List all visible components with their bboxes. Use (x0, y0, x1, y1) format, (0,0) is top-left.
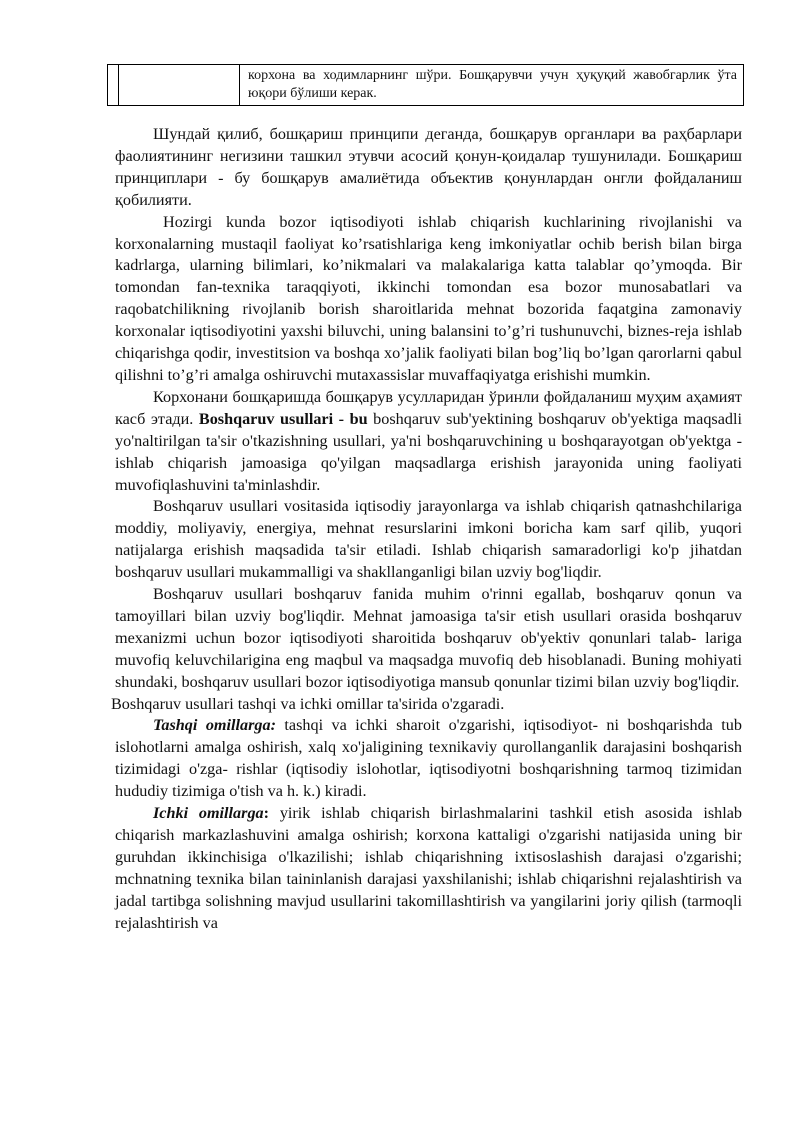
table-cell-number (108, 65, 119, 106)
paragraph-factors-intro: Boshqaruv usullari tashqi va ichki omillar ta'sirida o'zgaradi. (111, 694, 505, 713)
term-colon: : (263, 804, 270, 823)
paragraph-rest-text: yirik ishlab chiqarish birlashmalarini tashkil etish asosida ishlab chiqarish markazlashuvini amalga oshirish; korxona kattaligi o'zgarishi natijasida uning bir guruhdan ikkinchisiga o'lkazilishi; ishlab chiqarishning ixtisoslashish darajasi o'zgarishi; mchnatning texnika bilan taininlanish darajasi yaxshilanishi; ishlab chiqarishni rejalashtirish va jadal tartibga solishning mavjud usullarini takomillashtirish va yangilarini joriy qilish (tarmoqli rejalashtirish va (115, 804, 742, 932)
term-external-factors: Tashqi omillarga: (153, 716, 276, 735)
paragraph-resources: Boshqaruv usullari vositasida iqtisodiy jarayonlarga va ishlab chiqarish qatnashchilariga moddiy, moliyaviy, energiya, mehnat resurslarini imkoni boricha kam sarf qilib, yuqori natijalarga erishish maqsadida ta'sir etiladi. Ishlab chiqarish samaradorligi ko'p jihatdan boshqaruv usullari mukammalligi va shakllanganligi bilan uzviy bog'liqdir. (115, 497, 742, 582)
paragraph-external-factors (115, 715, 742, 803)
paragraph-internal-factors (115, 803, 742, 934)
paragraph-rest-text: tashqi va ichki sharoit o'zgarishi, iqtisodiyot- ni boshqarishda tub islohotlarni amalga oshirish, xalq xo'jaligining texnikaviy qurollanganlik darajasini boshqarish tizimidagi o'zga- rishlar (iqtisodiy islohotlar, iqtisodiyotni boshqarishning tarmoq tizimidan hududiy tizimiga o'tish va h. k.) kiradi. (115, 716, 742, 801)
paragraph-lead-text: Корхонани бошқаришда бошқарув усулларидан ўринли фойдаланиш муҳим аҳамият касб этади. (115, 387, 742, 428)
term-internal-factors: Ichki omillarga (153, 804, 264, 823)
table-fragment (107, 64, 744, 106)
paragraph-principles-definition: Шундай қилиб, бошқариш принципи деганда, бошқарув органлари ва раҳбарлари фаолиятининг негизини ташкил этувчи асосий қонун-қоидалар тушунилади. Бошқариш принциплари - бу бошқарув амалиётида объектив қонунлардан онгли фойдаланиш қобилияти. (115, 125, 742, 209)
table-cell-principle (119, 65, 240, 106)
document-body (111, 124, 742, 935)
paragraph-rest-text: boshqaruv sub'yektining boshqaruv ob'yektiga maqsadli yo'naltirilgan ta'sir o'tkazishning usullari, ya'ni boshqaruvchining u boshqarayotgan ob'yektga - ishlab chiqarish jamoasiga qo'yilgan maqsadlarga erishish jarayonida uning faoliyati muvofiqlashuvini ta'minlashdir. (115, 409, 742, 494)
table-cell-description: корхона ва ходимларнинг шўри. Бошқарувчи учун ҳуқуқий жавобгарлик ўта юқори бўлиши керак. (240, 65, 744, 106)
paragraph-market-economy: Hozirgi kunda bozor iqtisodiyoti ishlab chiqarish kuchlarining rivojlanishi va korxonalarning mustaqil faoliyat ko’rsatishlariga keng imkoniyatlar ochib berish bilan birga kadrlarga, ularning bilimlari, ko’nikmalari va malakalariga katta talablar qo’ymoqda. Bir tomondan fan-texnika taraqqiyoti, ikkinchi tomondan esa bozor munosabatlari va raqobatchilikning rivojlanib borish sharoitlarida mehnat bozorida faqatgina zamonaviy korxonalar iqtisodiyotini yaxshi biluvchi, uning balansini to’g’ri tushunuvchi, biznes-reja ishlab chiqarishga qodir, investitsion va boshqa xo’jalik faoliyati bilan bog’liq bo’lgan qarorlarni qabul qilishni to’g’ri amalga oshiruvchi mutaxassislar muvaffaqiyatga erishishi mumkin. (115, 212, 742, 384)
table-row (108, 65, 744, 106)
paragraph-management-laws: Boshqaruv usullari boshqaruv fanida muhim o'rinni egallab, boshqaruv qonun va tamoyillari bilan uzviy bog'liqdir. Mehnat jamoasiga ta'sir etish usullari orasida boshqaruv mexanizmi uchun bozor iqtisodiyoti sharoitida boshqaruv ob'yektiv qonunlari talab- lariga muvofiq keluvchilarigina eng maqbul va maqsadga muvofiq deb hisoblanadi. Buning mohiyati shundaki, boshqaruv usullari bozor iqtisodiyotiga mansub qonunlar tizimi bilan uzviy bog'liqdir. (115, 585, 742, 691)
bold-term-management-methods: Boshqaruv usullari - bu (198, 409, 368, 428)
document-page (111, 64, 742, 935)
paragraph-management-methods (115, 387, 742, 497)
